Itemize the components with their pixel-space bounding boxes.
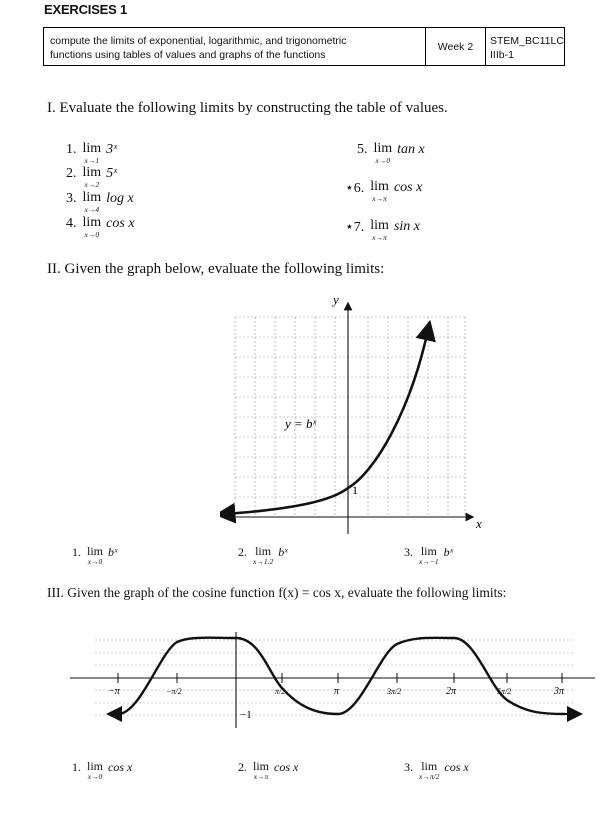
part2-heading: II. Given the graph below, evaluate the following limits:	[47, 261, 385, 277]
y-axis-label: y	[333, 292, 339, 307]
item-number: 4.	[66, 216, 77, 231]
part1-item-6	[345, 180, 422, 203]
limit-expression: bˣ	[108, 545, 118, 559]
part1-item-5	[357, 142, 425, 165]
tick-label-five-half-pi: 5π/2	[497, 687, 512, 696]
part3-heading: III. Given the graph of the cosine function f(x) = cos x, evaluate the following limits:	[47, 585, 507, 600]
week-cell: Week 2	[426, 28, 486, 65]
limit-operator: lim x→π	[370, 179, 389, 203]
limit-operator: lim x→−1	[419, 544, 439, 566]
limit-operator: lim x→2	[82, 165, 102, 189]
limit-operator: lim x→0	[82, 215, 102, 239]
limit-expression: tan x	[397, 142, 425, 157]
limit-expression: cos x	[108, 760, 133, 774]
part1-heading: I. Evaluate the following limits by constructing the table of values.	[47, 100, 448, 116]
item-number: 3.	[66, 191, 77, 206]
competency-cell	[44, 28, 426, 65]
part2-item-2	[238, 545, 288, 566]
part1-item-1	[66, 142, 117, 165]
limit-expression: log x	[106, 191, 134, 206]
limit-expression: 5ˣ	[106, 166, 118, 181]
limit-operator: lim x→π/2	[419, 759, 440, 781]
page-title: EXERCISES 1	[44, 2, 128, 17]
x-axis-label: x	[476, 516, 482, 531]
part1-item-7	[345, 219, 420, 242]
item-number: 2.	[66, 166, 77, 181]
item-number: 5.	[357, 142, 368, 157]
part1-item-2	[66, 166, 117, 189]
tick-label-neg-pi: −π	[108, 686, 120, 697]
cosine-graph	[70, 628, 600, 734]
limit-expression: bˣ	[443, 545, 454, 559]
y-intercept-label: 1	[352, 483, 358, 497]
tick-label-two-pi: 2π	[446, 686, 457, 697]
part3-item-3	[404, 760, 469, 781]
item-number: ⋆6.	[345, 181, 365, 196]
item-number: 1.	[72, 545, 81, 559]
limit-operator: lim x→1	[82, 141, 102, 165]
limit-expression: cos x	[274, 760, 299, 774]
limit-expression: sin x	[393, 219, 420, 234]
part2-item-1	[72, 545, 117, 566]
part2-item-3	[404, 545, 453, 566]
tick-label-pi: π	[334, 686, 340, 697]
cosine-curve	[118, 638, 565, 714]
limit-expression: 3ˣ	[106, 142, 118, 157]
code-cell	[486, 28, 564, 65]
limit-expression: cos x	[444, 760, 469, 774]
limit-operator: lim x→π	[253, 759, 270, 781]
item-number: 1.	[72, 760, 81, 774]
limit-operator: lim x→0	[87, 544, 104, 566]
curve-label: y = bˣ	[285, 416, 317, 431]
tick-label-three-pi: 3π	[554, 686, 565, 697]
part1-item-3	[66, 191, 134, 214]
code-line-1: STEM_BC11LC	[490, 35, 564, 47]
limit-operator: lim x→0	[87, 759, 104, 781]
limit-expression: bˣ	[278, 545, 288, 559]
competency-line-1: compute the limits of exponential, logarithmic, and trigonometric	[50, 35, 347, 47]
tick-label-half-pi: π/2	[275, 687, 286, 696]
part3-item-2	[238, 760, 298, 781]
limit-expression: cos x	[106, 216, 135, 231]
exponential-graph	[220, 292, 490, 540]
limit-operator: lim x→4	[82, 190, 102, 214]
limit-expression: cos x	[393, 180, 423, 195]
competency-table	[43, 27, 565, 66]
tick-label-neg-half-pi: −π/2	[166, 687, 182, 696]
item-number: 3.	[404, 760, 413, 774]
part1-item-4	[66, 216, 135, 239]
curve-left-arrow	[225, 512, 250, 514]
item-number: ⋆7.	[345, 220, 365, 235]
competency-line-2: functions using tables of values and graphs of the functions	[50, 49, 326, 61]
item-number: 2.	[238, 545, 247, 559]
tick-label-three-half-pi: 3π/2	[387, 687, 402, 696]
limit-operator: lim x→0	[373, 141, 393, 165]
code-line-2: IIIb-1	[490, 49, 514, 61]
item-number: 1.	[66, 142, 77, 157]
y-tick-neg-one: −1	[240, 709, 252, 721]
item-number: 2.	[238, 760, 247, 774]
limit-operator: lim x→1.2	[253, 544, 274, 566]
item-number: 3.	[404, 545, 413, 559]
limit-operator: lim x→π	[370, 218, 389, 242]
part3-item-1	[72, 760, 132, 781]
